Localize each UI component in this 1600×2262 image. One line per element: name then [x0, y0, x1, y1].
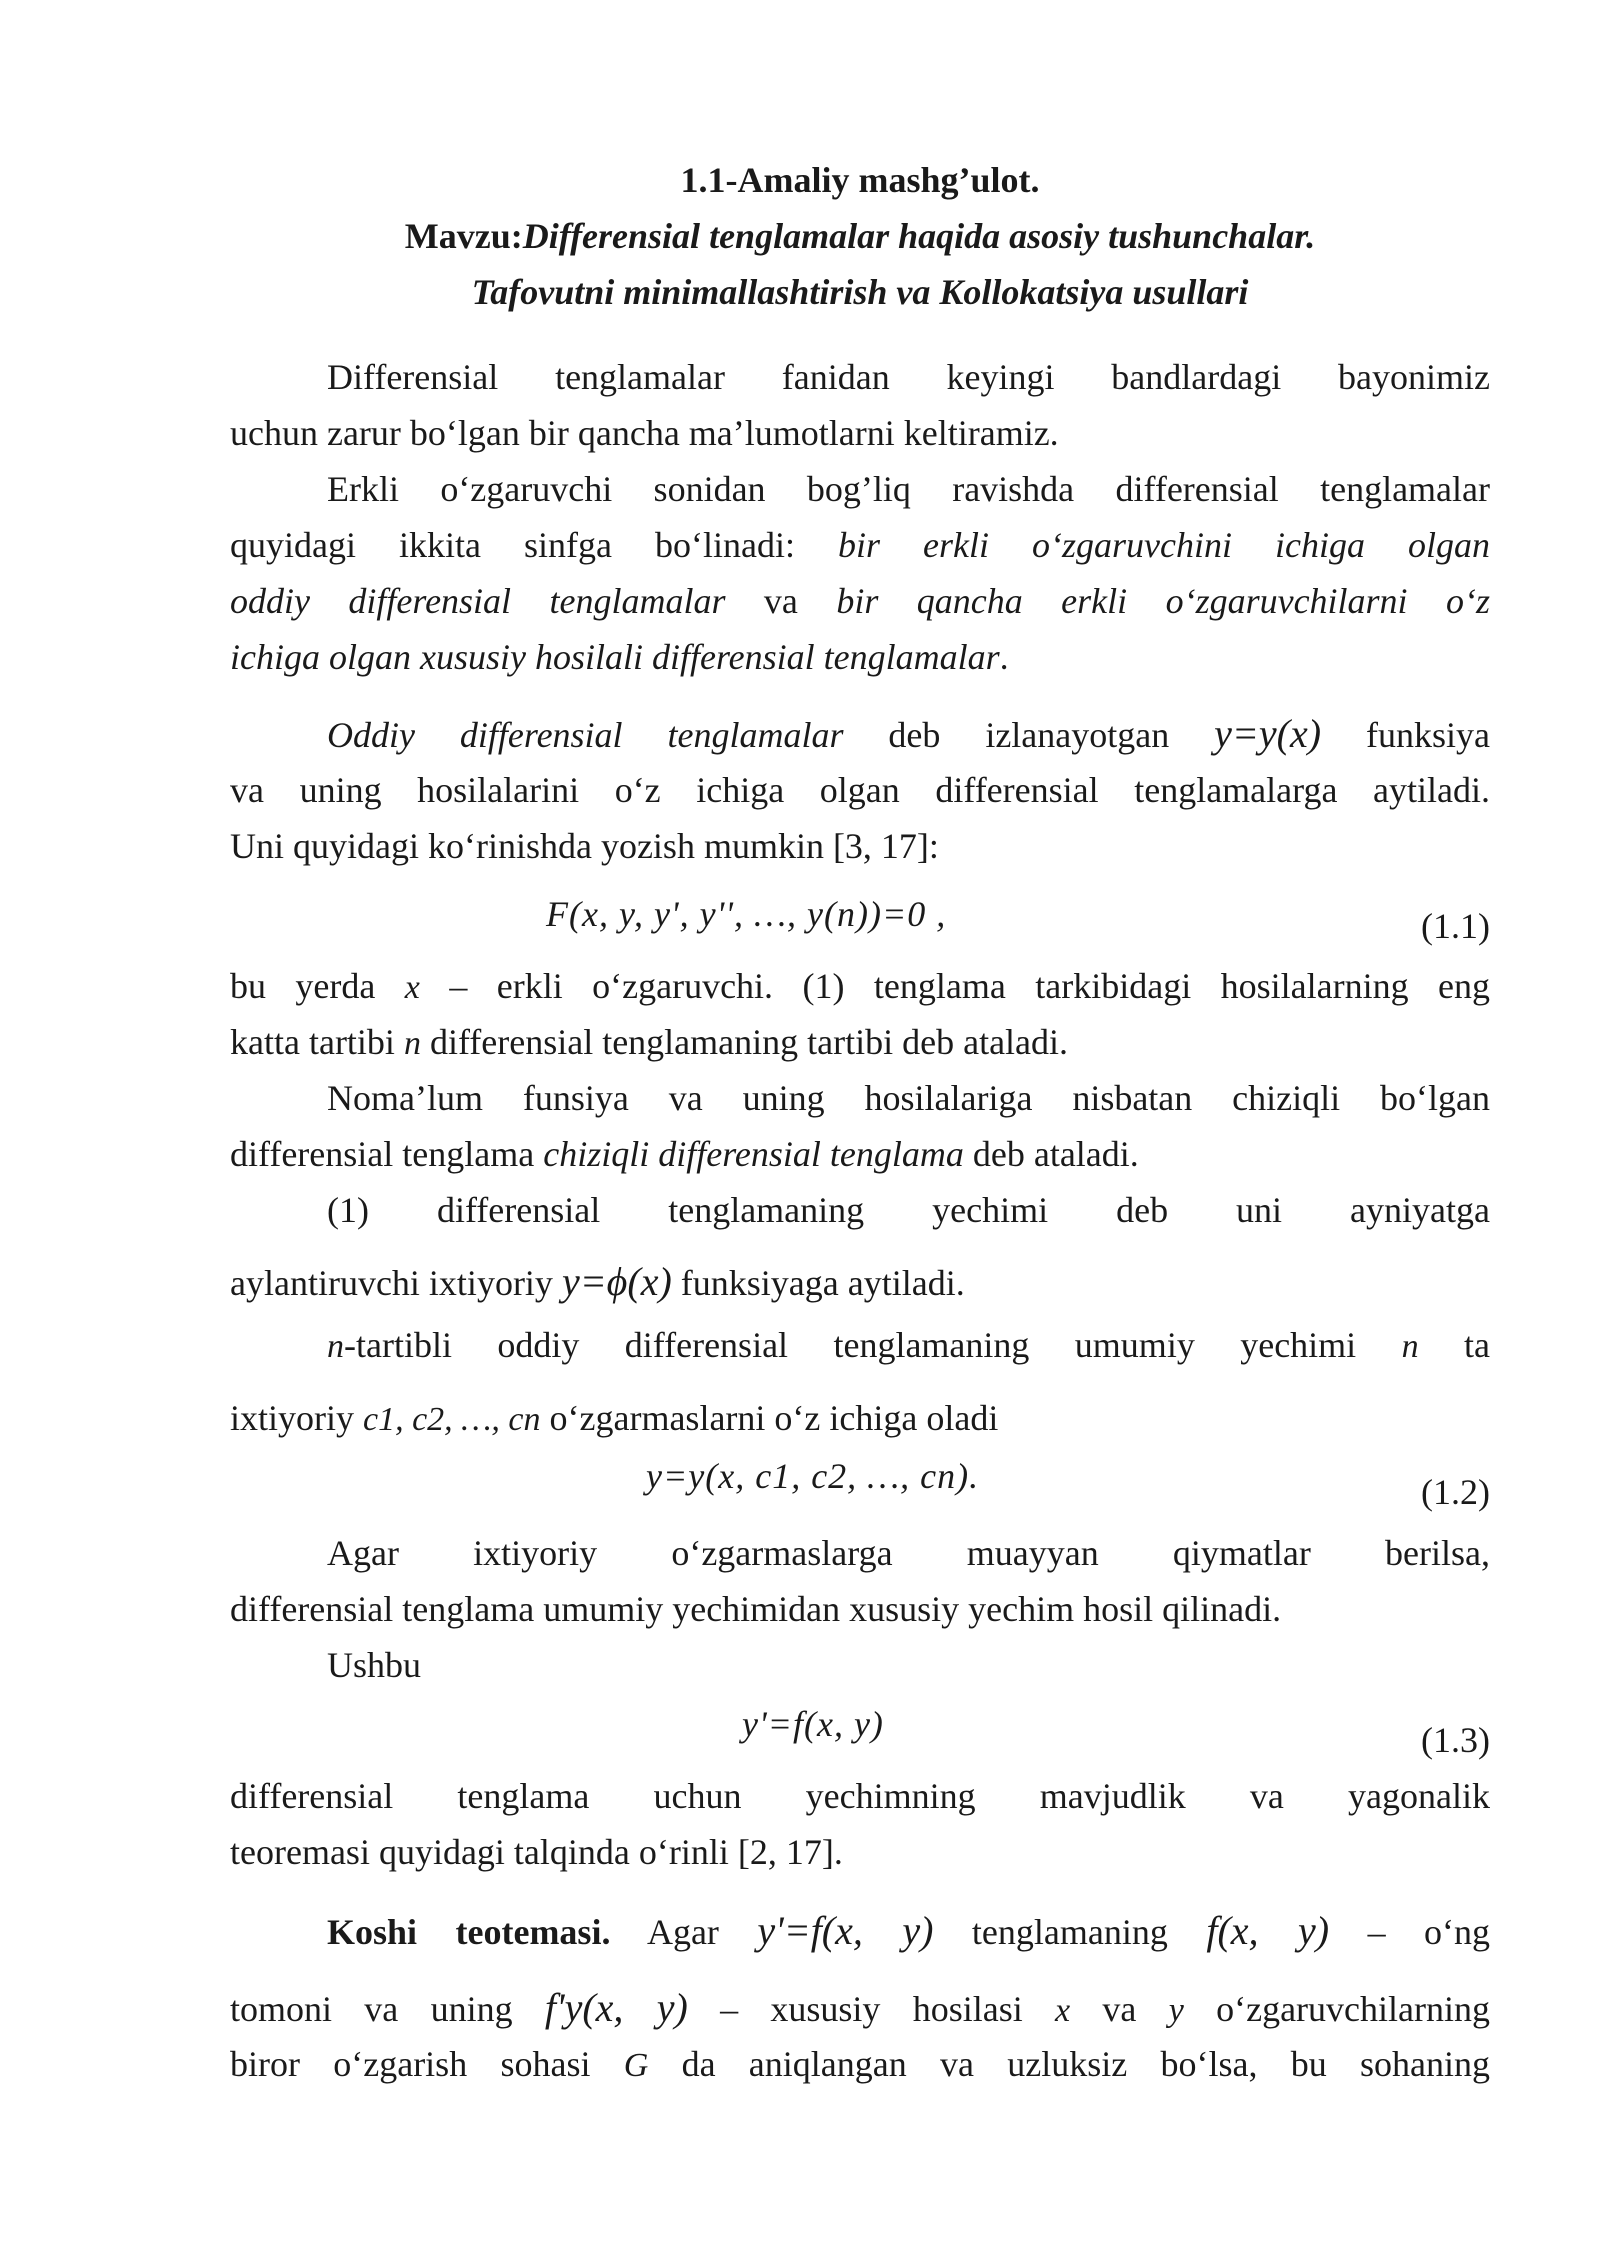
text-span: differensial tenglamaning tartibi deb ataladi.	[420, 1022, 1069, 1062]
text-span: katta tartibi	[230, 1022, 404, 1062]
paragraph-line: Agar ixtiyoriy o‘zgarmaslarga muayyan qiymatlar berilsa,	[327, 1533, 1490, 1573]
text-span: – xususiy hosilasi	[687, 1989, 1056, 2029]
topic-line	[230, 208, 1490, 264]
text-span: .	[999, 637, 1009, 677]
paragraph-line: Uni quyidagi ko‘rinishda yozish mumkin [3, 17]:	[230, 826, 939, 866]
topic-label: Mavzu:	[404, 216, 523, 256]
text-span: quyidagi ikkita sinfga bo‘linadi:	[230, 525, 838, 565]
paragraph-line: Differensial tenglamalar fanidan keyingi bandlardagi bayonimiz	[327, 357, 1490, 397]
inline-math: y=y(x)	[1214, 711, 1322, 756]
paragraph-line	[230, 2036, 1490, 2094]
paragraph-line: Ushbu	[327, 1645, 422, 1685]
inline-math: y	[1168, 1992, 1184, 2029]
page-title: 1.1-Amaliy mashg’ulot.	[680, 160, 1040, 200]
paragraph-line	[327, 1317, 1490, 1375]
inline-math: x	[404, 969, 420, 1006]
italic-text: Oddiy differensial tenglamalar	[327, 715, 844, 755]
paragraph-line	[230, 1126, 1490, 1182]
equation-body: y'=f(x, y)	[742, 1704, 884, 1744]
topic-text: Differensial tenglamalar haqida asosiy tushunchalar.	[522, 216, 1316, 256]
inline-math: f(x, y)	[1206, 1908, 1330, 1953]
equation-number: (1.3)	[1421, 1720, 1490, 1760]
inline-math: n	[403, 1025, 421, 1062]
text-span: deb ataladi.	[963, 1134, 1139, 1174]
inline-math: f'y(x, y)	[544, 1985, 688, 2030]
inline-math: G	[623, 2047, 649, 2084]
text-span: tomoni va uning	[230, 1989, 545, 2029]
paragraph-line	[230, 573, 1490, 629]
inline-math: y=ϕ(x)	[561, 1259, 672, 1304]
italic-text: bir qancha erkli o‘zgaruvchilarni o‘z	[836, 581, 1490, 621]
theorem-label: Koshi teotemasi.	[327, 1912, 611, 1952]
text-span: funksiyaga aytiladi.	[671, 1263, 965, 1303]
paragraph-line	[230, 958, 1490, 1016]
text-span: bu yerda	[230, 966, 405, 1006]
paragraph-line: teoremasi quyidagi talqinda o‘rinli [2, 17].	[230, 1832, 843, 1872]
paragraph-line	[230, 629, 1490, 685]
text-span: tenglamaning	[933, 1912, 1207, 1952]
text-span: deb izlanayotgan	[843, 715, 1215, 755]
text-span: ixtiyoriy	[230, 1398, 363, 1438]
paragraph-line: Noma’lum funsiya va uning hosilalariga nisbatan chiziqli bo‘lgan	[327, 1078, 1490, 1118]
paragraph-line: Erkli o‘zgaruvchi sonidan bog’liq ravishda differensial tenglamalar	[327, 469, 1490, 509]
text-span: Agar	[610, 1912, 758, 1952]
equation-number: (1.2)	[1421, 1472, 1490, 1512]
topic-line-2: Tafovutni minimallashtirish va Kollokatsiya usullari	[471, 272, 1249, 312]
text-span: -tartibli oddiy differensial tenglamaning umumiy yechimi	[344, 1325, 1402, 1365]
text-span: ta	[1418, 1325, 1490, 1365]
equation-body: y=y(x, c1, c2, …, cn).	[646, 1456, 980, 1496]
paragraph-line	[230, 1390, 1490, 1448]
italic-text: bir erkli o‘zgaruvchini ichiga olgan	[838, 525, 1491, 565]
paragraph-line	[230, 1014, 1490, 1072]
inline-math: n	[327, 1328, 344, 1365]
paragraph-line: va uning hosilalarini o‘z ichiga olgan differensial tenglamalarga aytiladi.	[230, 770, 1490, 810]
text-span: o‘zgaruvchilarning	[1183, 1989, 1490, 2029]
inline-math: n	[1401, 1328, 1419, 1365]
italic-text: chiziqli differensial tenglama	[543, 1134, 964, 1174]
text-span: da aniqlangan va uzluksiz bo‘lsa, bu sohaning	[648, 2044, 1490, 2084]
italic-text: ichiga olgan xususiy hosilali differensial tenglamalar	[230, 637, 1000, 677]
paragraph-line: differensial tenglama umumiy yechimidan xususiy yechim hosil qilinadi.	[230, 1589, 1282, 1629]
paragraph-line	[327, 1903, 1490, 1960]
paragraph-line: (1) differensial tenglamaning yechimi deb uni ayniyatga	[327, 1190, 1490, 1230]
text-span: differensial tenglama	[230, 1134, 544, 1174]
equation-body: F(x, y, y', y'', …, y(n))=0 ,	[546, 894, 947, 934]
text-span: funksiya	[1321, 715, 1490, 755]
italic-text: oddiy differensial tenglamalar	[230, 581, 726, 621]
text-span: – o‘ng	[1329, 1912, 1491, 1952]
paragraph-line	[230, 517, 1490, 573]
equation-number: (1.1)	[1421, 906, 1490, 946]
text-span: o‘zgarmaslarni o‘z ichiga oladi	[540, 1398, 999, 1438]
text-span: va	[1070, 1989, 1169, 2029]
paragraph-line	[230, 1254, 1490, 1311]
text-span: aylantiruvchi ixtiyoriy	[230, 1263, 562, 1303]
text-span: – erkli o‘zgaruvchi. (1) tenglama tarkibidagi hosilalarning eng	[419, 966, 1490, 1006]
paragraph-line	[327, 706, 1490, 763]
paragraph-line	[230, 1980, 1490, 2039]
inline-math: y'=f(x, y)	[757, 1908, 934, 1953]
inline-math: c1, c2, …, cn	[363, 1401, 541, 1438]
text-span: biror o‘zgarish sohasi	[230, 2044, 624, 2084]
paragraph-line: differensial tenglama uchun yechimning mavjudlik va yagonalik	[230, 1776, 1490, 1816]
inline-math: x	[1055, 1992, 1071, 2029]
text-span: va	[725, 581, 837, 621]
paragraph-line: uchun zarur bo‘lgan bir qancha ma’lumotlarni keltiramiz.	[230, 413, 1059, 453]
